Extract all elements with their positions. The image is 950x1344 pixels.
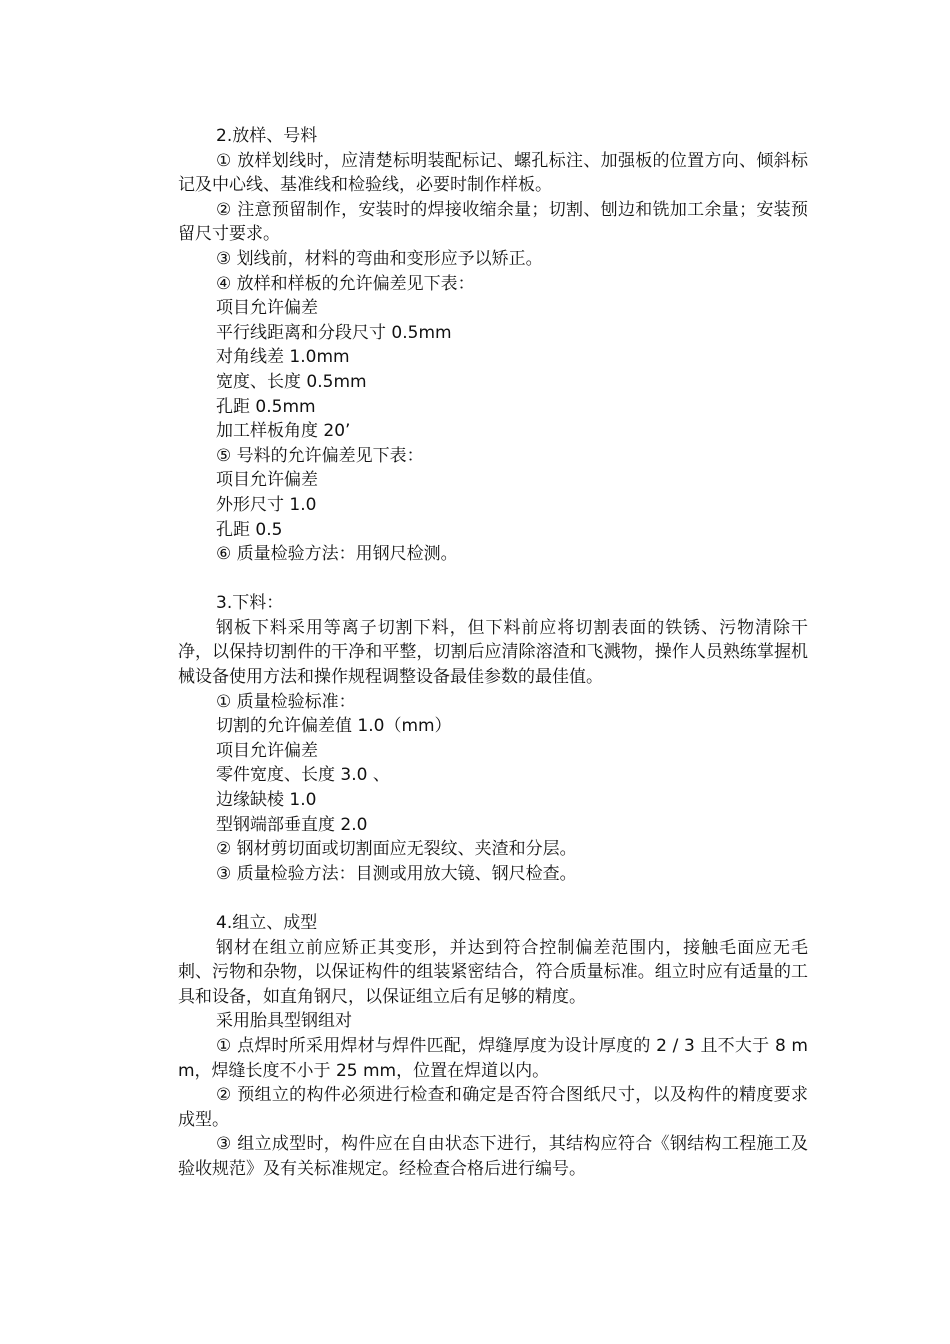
- cutting-line: 项目允许偏差: [216, 740, 318, 761]
- layout-item-1: ① 放样划线时，应清楚标明装配标记、螺孔标注、加强板的位置方向、倾斜标记及中心线、基准线和检验线，必要时制作样板。: [178, 150, 808, 196]
- section-spacer: [178, 567, 808, 592]
- section-spacer: [178, 886, 808, 911]
- section-heading-assembly: 4.组立、成型: [216, 913, 318, 933]
- layout-item-3: ③ 划线前，材料的弯曲和变形应予以矫正。: [216, 248, 543, 269]
- table1-row: 宽度、长度 0.5mm: [216, 371, 367, 392]
- table1-row: 平行线距离和分段尺寸 0.5mm: [216, 322, 452, 343]
- table2-row: 孔距 0.5: [216, 519, 283, 540]
- cutting-intro: 钢板下料采用等离子切割下料，但下料前应将切割表面的铁锈、污物清除干净，以保持切割件的干净和平整，切割后应清除溶渣和飞溅物，操作人员熟练掌握机械设备使用方法和操作规程调整设备最佳参数的最佳值。: [178, 617, 808, 688]
- table1-row: 孔距 0.5mm: [216, 396, 316, 417]
- document-body: [178, 124, 808, 1182]
- table2-row: 项目允许偏差: [216, 470, 318, 491]
- layout-item-2: ② 注意预留制作，安装时的焊接收缩余量；切割、刨边和铣加工余量；安装预留尺寸要求。: [178, 199, 808, 245]
- layout-item-5: ⑤ 号料的允许偏差见下表：: [216, 445, 424, 466]
- table2-row: 外形尺寸 1.0: [216, 494, 317, 515]
- layout-item-6: ⑥ 质量检验方法：用钢尺检测。: [216, 544, 458, 565]
- table1-row: 项目允许偏差: [216, 298, 318, 319]
- table1-row: 加工样板角度 20’: [216, 421, 351, 442]
- assembly-intro: 钢材在组立前应矫正其变形，并达到符合控制偏差范围内，接触毛面应无毛刺、污物和杂物，以保证构件的组装紧密结合，符合质量标准。组立时应有适量的工具和设备，如直角钢尺，以保证组立后有足够的精度。: [178, 937, 808, 1007]
- table1-row: 对角线差 1.0mm: [216, 347, 350, 368]
- cutting-line: ③ 质量检验方法：目测或用放大镜、钢尺检查。: [216, 863, 577, 884]
- section-heading-cutting: 3.下料：: [216, 593, 284, 614]
- assembly-item-2: ② 预组立的构件必须进行检查和确定是否符合图纸尺寸，以及构件的精度要求成型。: [178, 1085, 808, 1130]
- cutting-line: 零件宽度、长度 3.0 、: [216, 765, 390, 786]
- layout-item-4: ④ 放样和样板的允许偏差见下表：: [216, 273, 475, 294]
- assembly-item-1: ① 点焊时所采用焊材与焊件匹配，焊缝厚度为设计厚度的 2 / 3 且不大于 8 mm，焊缝长度不小于 25 mm，位置在焊道以内。: [178, 1035, 808, 1081]
- cutting-line: 边缘缺棱 1.0: [216, 790, 317, 811]
- cutting-line: 型钢端部垂直度 2.0: [216, 814, 368, 835]
- assembly-item-3: ③ 组立成型时，构件应在自由状态下进行，其结构应符合《钢结构工程施工及验收规范》及有关标准规定。经检查合格后进行编号。: [178, 1134, 808, 1179]
- cutting-line: 切割的允许偏差值 1.0（mm）: [216, 716, 452, 737]
- cutting-line: ① 质量检验标准：: [216, 691, 356, 712]
- cutting-line: ② 钢材剪切面或切割面应无裂纹、夹渣和分层。: [216, 839, 577, 860]
- assembly-method: 采用胎具型钢组对: [216, 1011, 352, 1032]
- section-heading-layout: 2.放样、号料: [216, 126, 318, 146]
